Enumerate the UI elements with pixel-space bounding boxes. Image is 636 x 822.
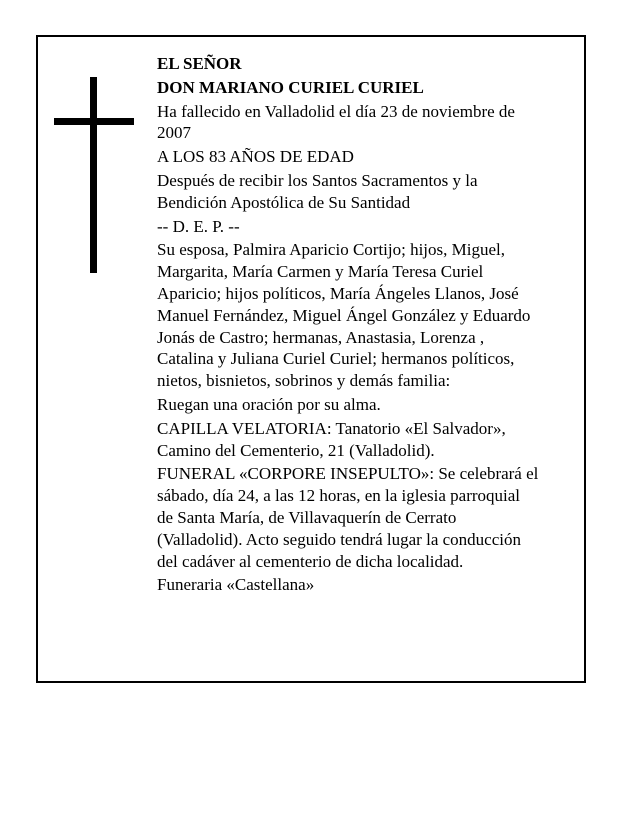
chapel-info <box>157 418 585 462</box>
funeral-line: (Valladolid). Acto seguido tendrá lugar la conducción <box>157 529 521 549</box>
family-line: Margarita, María Carmen y María Teresa Curiel <box>157 262 484 282</box>
rip-line <box>157 216 585 238</box>
family-line: Su esposa, Palmira Aparicio Cortijo; hijos, Miguel, <box>157 240 506 260</box>
prayer-request <box>157 394 585 416</box>
sacraments-line: Después de recibir los Santos Sacramentos y la <box>157 170 478 190</box>
chapel-line: Camino del Cementerio, 21 (Valladolid). <box>157 440 435 460</box>
family-line: Aparicio; hijos políticos, María Ángeles Llanos, José <box>157 283 519 303</box>
death-statement-line: Ha fallecido en Valladolid el día 23 de noviembre de <box>157 101 515 121</box>
cross-vertical-bar <box>90 77 97 273</box>
funeral-line: de Santa María, de Villavaquerín de Cerrato <box>157 507 457 527</box>
title-text: EL SEÑOR <box>157 54 242 73</box>
deceased-name-text: DON MARIANO CURIEL CURIEL <box>157 77 424 97</box>
family-line: nietos, bisnietos, sobrinos y demás familia: <box>157 371 451 391</box>
funeral-line: sábado, día 24, a las 12 horas, en la iglesia parroquial <box>157 486 521 506</box>
funeral-home-text: Funeraria «Castellana» <box>157 575 315 595</box>
obituary-text <box>157 53 585 598</box>
family-line: Jonás de Castro; hermanas, Anastasia, Lorenza , <box>157 327 485 347</box>
obituary-notice <box>36 35 586 683</box>
family-list <box>157 239 585 392</box>
death-statement <box>157 101 585 145</box>
sacraments-statement <box>157 170 585 214</box>
rip-text: -- D. E. P. -- <box>157 216 240 236</box>
funeral-line: FUNERAL «CORPORE INSEPULTO»: Se celebrará el <box>157 464 539 484</box>
death-statement-line: 2007 <box>157 123 191 143</box>
sacraments-line: Bendición Apostólica de Su Santidad <box>157 192 411 212</box>
family-line: Catalina y Juliana Curiel Curiel; hermanos políticos, <box>157 349 515 369</box>
chapel-line: CAPILLA VELATORIA: Tanatorio «El Salvador», <box>157 418 506 438</box>
title-line <box>157 53 585 75</box>
family-line: Manuel Fernández, Miguel Ángel González y Eduardo <box>157 305 531 325</box>
age-text: A LOS 83 AÑOS DE EDAD <box>157 147 354 167</box>
funeral-info <box>157 463 585 572</box>
cross-horizontal-bar <box>54 118 134 125</box>
funeral-line: del cadáver al cementerio de dicha localidad. <box>157 551 464 571</box>
deceased-name <box>157 77 585 99</box>
funeral-home <box>157 574 585 596</box>
age-statement <box>157 146 585 168</box>
prayer-text: Ruegan una oración por su alma. <box>157 394 381 414</box>
